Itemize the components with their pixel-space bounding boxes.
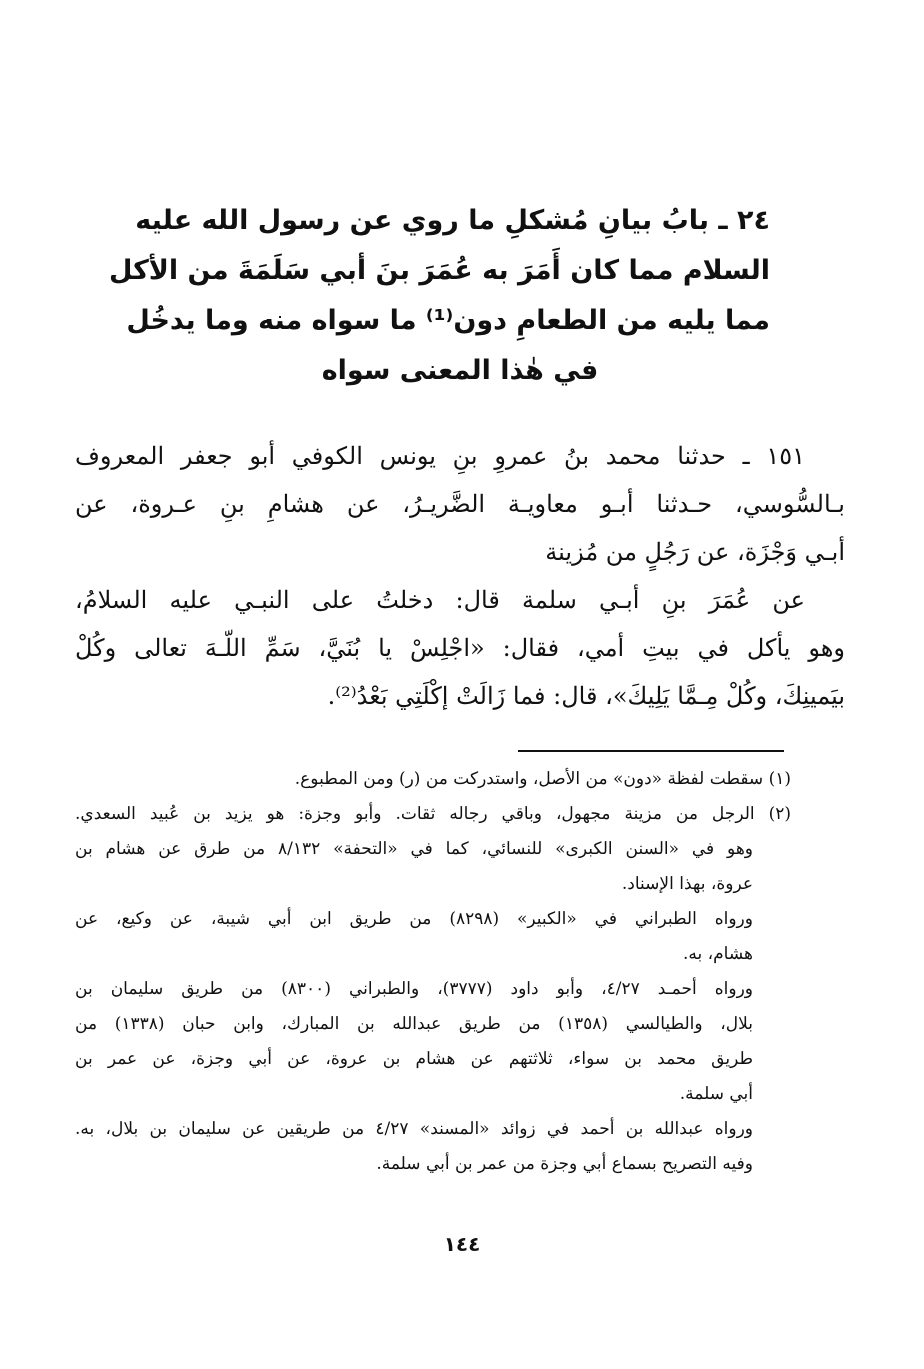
footnote-line: طريق محمد بن سواء، ثلاثتهم عن هشام بن عروة، عن أبي وجزة، عن عمر بن [75,1049,753,1069]
footnote-line: عروة، بهذا الإسناد. [621,874,753,894]
footnote-line: ورواه أحمـد ٤/٢٧، وأبو داود (٣٧٧٧)، والطبراني (٨٣٠٠) من طريق سليمان بن [75,979,753,999]
chapter-heading-line: في هٰذا المعنى سواه [321,355,599,386]
chapter-heading-line: مما يليه من الطعامِ دون⁽¹⁾ ما سواه منه وما يدخُل [126,305,770,336]
footnote-line: هشام، به. [683,944,753,964]
footnotes [75,762,791,1182]
footnote-line: (١) سقطت لفظة «دون» من الأصل، واستدركت من (ر) ومن المطبوع. [294,769,791,789]
footnote-line: وفيه التصريح بسماع أبي وجزة من عمر بن أبي سلمة. [376,1154,753,1174]
hadith-text-line: بـالسُّوسي، حـدثنا أبـو معاويـة الضَّريـرُ، عن هشامِ بنِ عـروة، عن [75,490,845,518]
footnote-line: بلال، والطيالسي (١٣٥٨) من طريق عبدالله بن المبارك، وابن حبان (١٣٣٨) من [75,1014,753,1034]
hadith-text-line: أبـي وَجْزَة، عن رَجُلٍ من مُزينة [545,538,845,566]
footnote-line: (٢) الرجل من مزينة مجهول، وباقي رجاله ثقات. وأبو وجزة: هو يزيد بن عُبيد السعدي. [75,804,791,824]
hadith-text-line: عن عُمَرَ بنِ أبـي سلمة قال: دخلتُ على النبـي عليه السلامُ، [75,586,806,614]
chapter-heading-line: السلام مما كان أَمَرَ به عُمَرَ بنَ أبي سَلَمَةَ من الأكل [109,255,770,286]
hadith-text-line: ١٥١ ـ حدثنا محمد بنُ عمروِ بنِ يونس الكوفي أبو جعفر المعروف [75,442,805,470]
hadith-text-line: وهو يأكل في بيتِ أمي، فقال: «اجْلِسْ يا بُنَيَّ، سَمِّ اللّـهَ تعالى وكُلْ [75,634,845,662]
footnote-line: ورواه عبدالله بن أحمد في زوائد «المسند» ٤/٢٧ من طريقين عن سليمان بن بلال، به. [75,1119,753,1139]
page-number: ١٤٤ [443,1232,481,1256]
footnote-line: وهو في «السنن الكبرى» للنسائي، كما في «التحفة» ٨/١٣٢ من طرق عن هشام بن [75,839,753,859]
hadith-text [75,432,845,720]
footnote-separator [518,750,784,752]
footnote-line: أبي سلمة. [679,1084,753,1104]
footnote-line: ورواه الطبراني في «الكبير» (٨٢٩٨) من طريق ابن أبي شيبة، عن وكيع، عن [75,909,753,929]
chapter-heading-line: ٢٤ ـ بابُ بيانِ مُشكلِ ما روي عن رسول الله عليه [135,205,770,236]
chapter-heading [109,196,770,396]
hadith-text-line: بيَمينِكَ، وكُلْ مِـمَّا يَلِيكَ»، قال: فما زَالَتْ إكْلَتِي بَعْدُ⁽²⁾. [327,682,845,710]
